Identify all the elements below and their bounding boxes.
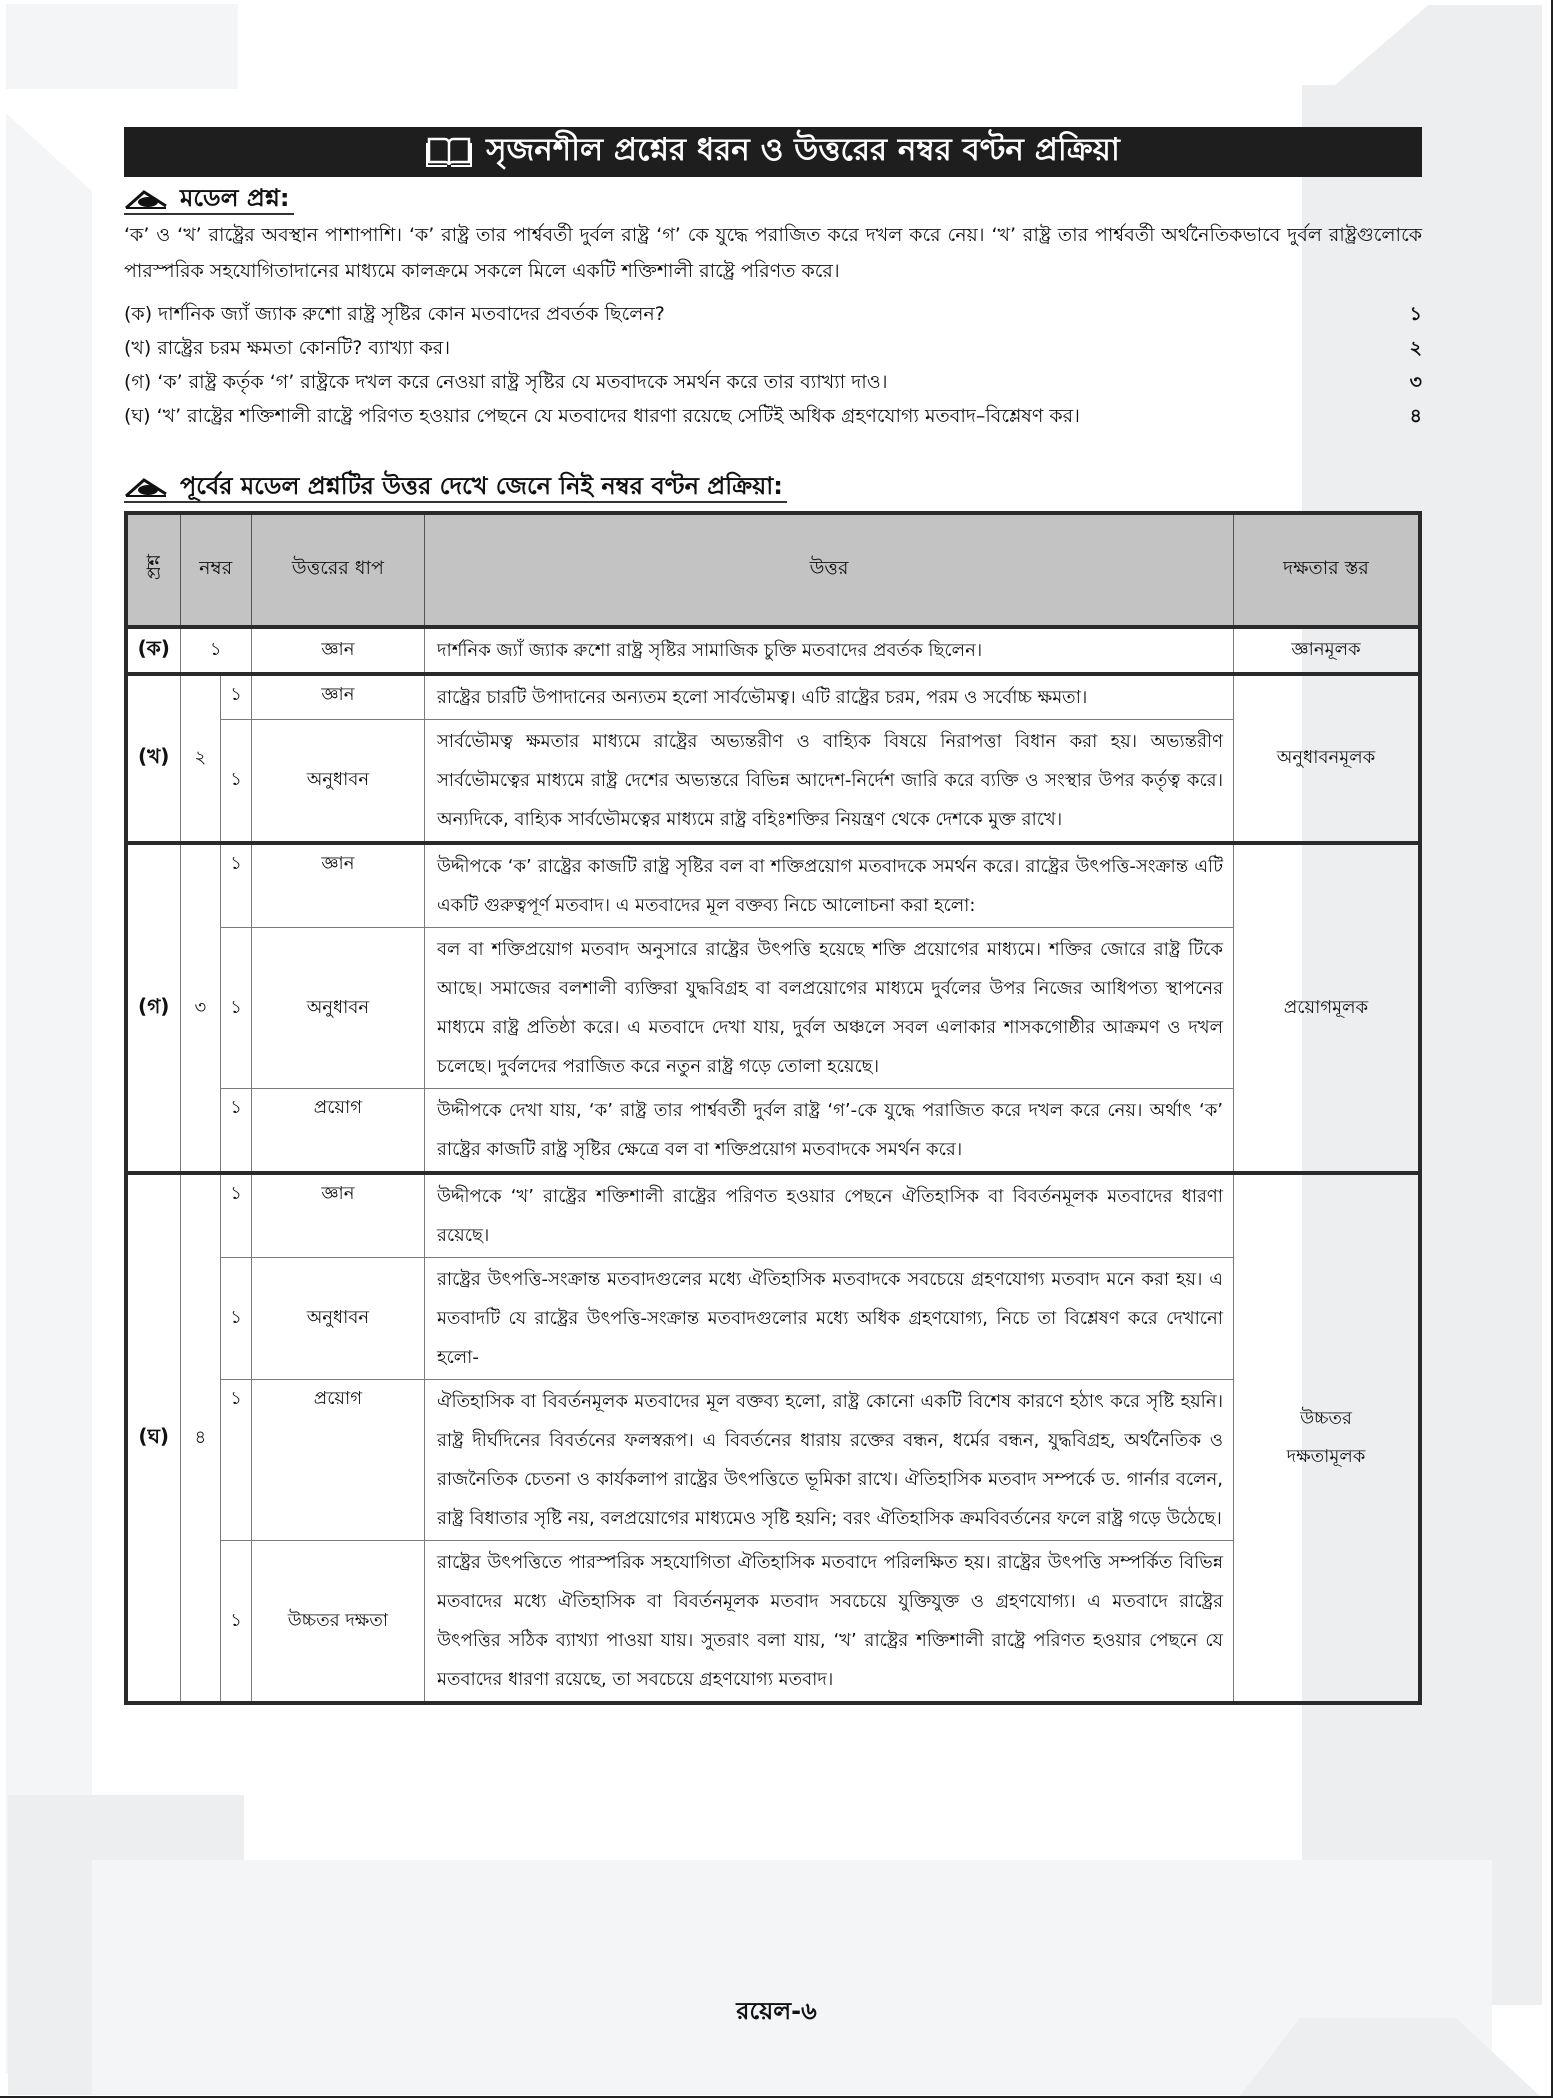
question-label: (ক) <box>126 627 180 674</box>
background-shape <box>6 4 238 89</box>
question-marks: ৩ <box>1409 371 1422 393</box>
question-item <box>124 399 1422 433</box>
pen-hand-icon <box>124 475 170 497</box>
total-marks: ৪ <box>180 1173 221 1703</box>
skill-level: অনুধাবনমূলক <box>1234 674 1420 843</box>
table-row <box>126 627 1420 674</box>
table-row <box>126 1541 1420 1704</box>
question-item <box>124 331 1422 365</box>
answer-text: রাষ্ট্রের উৎপত্তিতে পারস্পরিক সহযোগিতা ঐতিহাসিক মতবাদে পরিলক্ষিত হয়। রাষ্ট্রের উৎপত্তি সম্পর্কিত বিভিন্ন মতবাদের মধ্যে ঐতিহাসিক বা বিবর্তনমূলক মতবাদ সবচেয়ে যুক্তিযুক্ত ও গ্রহণযোগ্য। এ মতবাদে রাষ্ট্রের উৎপত্তির সঠিক ব্যাখ্যা পাওয়া যায়। সুতরাং বলা যায়, ‘খ’ রাষ্ট্রের শক্তিশালী রাষ্ট্রে পরিণত হওয়ার পেছনে যে মতবাদের ধারণা রয়েছে, তা সবচেয়ে গ্রহণযোগ্য মতবাদ। <box>425 1541 1234 1704</box>
page-title: সৃজনশীল প্রশ্নের ধরন ও উত্তরের নম্বর বণ্টন প্রক্রিয়া <box>486 132 1120 168</box>
answer-text: উদ্দীপকে ‘ক’ রাষ্ট্রের কাজটি রাষ্ট্র সৃষ্টির বল বা শক্তিপ্রয়োগ মতবাদকে সমর্থন করে। রাষ্ট্রের উৎপত্তি-সংক্রান্ত এটি একটি গুরুত্বপূর্ণ মতবাদ। এ মতবাদের মূল বক্তব্য নিচে আলোচনা করা হলো: <box>425 843 1234 928</box>
step-label: প্রয়োগ <box>251 1089 424 1174</box>
skill-level: প্রয়োগমূলক <box>1234 843 1420 1173</box>
table-row <box>126 928 1420 1089</box>
step-mark: ১ <box>221 1258 252 1380</box>
step-label: অনুধাবন <box>251 928 424 1089</box>
answer-text: রাষ্ট্রের চারটি উপাদানের অন্যতম হলো সার্বভৌমত্ব। এটি রাষ্ট্রের চরম, পরম ও সর্বোচ্চ ক্ষমতা। <box>425 674 1234 720</box>
step-label: অনুধাবন <box>251 1258 424 1380</box>
answer-section-title: পূর্বের মডেল প্রশ্নটির উত্তর দেখে জেনে নিই নম্বর বণ্টন প্রক্রিয়া: <box>180 472 783 500</box>
open-book-icon <box>426 136 472 168</box>
table-row <box>126 1089 1420 1174</box>
step-label: উচ্চতর দক্ষতা <box>251 1541 424 1704</box>
header-step: উত্তরের ধাপ <box>251 513 424 627</box>
step-mark: ১ <box>221 1541 252 1704</box>
header-skill: দক্ষতার স্তর <box>1234 513 1420 627</box>
skill-level: জ্ঞানমূলক <box>1234 627 1420 674</box>
skill-level: উচ্চতর দক্ষতামূলক <box>1234 1173 1420 1703</box>
question-label: (গ) <box>126 843 180 1173</box>
question-marks: ১ <box>1409 303 1422 325</box>
step-mark: ১ <box>221 928 252 1089</box>
table-row <box>126 843 1420 928</box>
question-label: (ঘ) <box>126 1173 180 1703</box>
step-mark: ১ <box>221 1173 252 1258</box>
model-question-heading <box>124 183 294 215</box>
page-footer: রয়েল-৬ <box>736 1997 817 2025</box>
page-content <box>124 127 1422 1705</box>
total-marks: ৩ <box>180 843 221 1173</box>
header-answer: উত্তর <box>425 513 1234 627</box>
total-marks: ১ <box>180 627 251 674</box>
page-title-bar <box>124 127 1422 177</box>
question-list <box>124 297 1422 433</box>
mark-distribution-table <box>124 511 1422 1705</box>
step-mark: ১ <box>221 843 252 928</box>
question-label: (খ) <box>126 674 180 843</box>
table-row <box>126 1258 1420 1380</box>
table-header-row <box>126 513 1420 627</box>
answer-text: সার্বভৌমত্ব ক্ষমতার মাধ্যমে রাষ্ট্রের অভ্যন্তরীণ ও বাহ্যিক বিষয়ে নিরাপত্তা বিধান করা হয়। অভ্যন্তরীণ সার্বভৌমত্বের মাধ্যমে রাষ্ট্র দেশের অভ্যন্তরে বিভিন্ন আদেশ-নির্দেশ জারি করে ব্যক্তি ও সংস্থার উপর কর্তৃত্ব করে। অন্যদিকে, বাহ্যিক সার্বভৌমত্বের মাধ্যমে রাষ্ট্র বহিঃশক্তির নিয়ন্ত্রণ থেকে দেশকে মুক্ত রাখে। <box>425 720 1234 844</box>
answer-text: উদ্দীপকে দেখা যায়, ‘ক’ রাষ্ট্র তার পার্শ্ববর্তী দুর্বল রাষ্ট্র ‘গ’-কে যুদ্ধে পরাজিত করে দখল করে নেয়। অর্থাৎ ‘ক’ রাষ্ট্রের কাজটি রাষ্ট্র সৃষ্টির ক্ষেত্রে বল বা শক্তিপ্রয়োগ মতবাদকে সমর্থন করে। <box>425 1089 1234 1174</box>
header-question: প্রশ্ন <box>126 513 180 627</box>
question-marks: ৪ <box>1409 405 1422 427</box>
step-label: জ্ঞান <box>251 1173 424 1258</box>
step-label: জ্ঞান <box>251 843 424 928</box>
question-text: (খ) রাষ্ট্রের চরম ক্ষমতা কোনটি? ব্যাখ্যা কর। <box>124 337 451 359</box>
step-mark: ১ <box>221 1380 252 1541</box>
question-text: (গ) ‘ক’ রাষ্ট্র কর্তৃক ‘গ’ রাষ্ট্রকে দখল করে নেওয়া রাষ্ট্র সৃষ্টির যে মতবাদকে সমর্থন করে তার ব্যাখ্যা দাও। <box>124 371 888 393</box>
table-row <box>126 674 1420 720</box>
step-label: জ্ঞান <box>251 627 424 674</box>
question-item <box>124 297 1422 331</box>
answer-text: রাষ্ট্রের উৎপত্তি-সংক্রান্ত মতবাদগুলের মধ্যে ঐতিহাসিক মতবাদকে সবচেয়ে গ্রহণযোগ্য মতবাদ মনে করা হয়। এ মতবাদটি যে রাষ্ট্রের উৎপত্তি-সংক্রান্ত মতবাদগুলোর মধ্যে অধিক গ্রহণযোগ্য, নিচে তা বিশ্লেষণ করে দেখানো হলো- <box>425 1258 1234 1380</box>
question-text: (ঘ) ‘খ’ রাষ্ট্রের শক্তিশালী রাষ্ট্রে পরিণত হওয়ার পেছনে যে মতবাদের ধারণা রয়েছে সেটিই অধিক গ্রহণযোগ্য মতবাদ–বিশ্লেষণ কর। <box>124 405 1080 427</box>
table-row <box>126 1380 1420 1541</box>
model-question-title: মডেল প্রশ্ন: <box>180 184 290 212</box>
question-item <box>124 365 1422 399</box>
step-mark: ১ <box>221 720 252 844</box>
answer-text: বল বা শক্তিপ্রয়োগ মতবাদ অনুসারে রাষ্ট্রের উৎপত্তি হয়েছে শক্তি প্রয়োগের মাধ্যমে। শক্তির জোরে রাষ্ট্র টিকে আছে। সমাজের বলশালী ব্যক্তিরা যুদ্ধবিগ্রহ বা বলপ্রয়োগের মাধ্যমে দুর্বলের উপর নিজের আধিপত্য স্থাপনের মাধ্যমে রাষ্ট্র প্রতিষ্ঠা করে। এ মতবাদে দেখা যায়, দুর্বল অঞ্চলে সবল এলাকার শাসকগোষ্ঠীর আক্রমণ ও দখল চলেছে। দুর্বলদের পরাজিত করে নতুন রাষ্ট্র গড়ে তোলা হয়েছে। <box>425 928 1234 1089</box>
answer-text: ঐতিহাসিক বা বিবর্তনমূলক মতবাদের মূল বক্তব্য হলো, রাষ্ট্র কোনো একটি বিশেষ কারণে হঠাৎ করে সৃষ্টি হয়নি। রাষ্ট্র দীর্ঘদিনের বিবর্তনের ফলস্বরূপ। এ বিবর্তনের ধারায় রক্তের বন্ধন, ধর্মের বন্ধন, যুদ্ধবিগ্রহ, অর্থনৈতিক ও রাজনৈতিক চেতনা ও কার্যকলাপ রাষ্ট্রের উৎপত্তিতে ভূমিকা রাখে। ঐতিহাসিক মতবাদ সম্পর্কে ড. গার্নার বলেন, রাষ্ট্র বিধাতার সৃষ্টি নয়, বলপ্রয়োগের মাধ্যমেও সৃষ্টি হয়নি; বরং ঐতিহাসিক ক্রমবিবর্তনের ফলে রাষ্ট্র গড়ে উঠেছে। <box>425 1380 1234 1541</box>
answer-text: উদ্দীপকে ‘খ’ রাষ্ট্রের শক্তিশালী রাষ্ট্রের পরিণত হওয়ার পেছনে ঐতিহাসিক বা বিবর্তনমূলক মতবাদের ধারণা রয়েছে। <box>425 1173 1234 1258</box>
question-stem: ‘ক’ ও ‘খ’ রাষ্ট্রের অবস্থান পাশাপাশি। ‘ক’ রাষ্ট্র তার পার্শ্ববর্তী দুর্বল রাষ্ট্র ‘গ’ কে যুদ্ধে পরাজিত করে দখল করে নেয়। ‘খ’ রাষ্ট্র তার পার্শ্ববর্তী অর্থনৈতিকভাবে দুর্বল রাষ্ট্রগুলোকে পারস্পরিক সহযোগিতাদানের মাধ্যমে কালক্রমে সকলে মিলে একটি শক্তিশালী রাষ্ট্রে পরিণত করে। <box>124 224 1422 282</box>
question-text: (ক) দার্শনিক জ্যাঁ জ্যাক রুশো রাষ্ট্র সৃষ্টির কোন মতবাদের প্রবর্তক ছিলেন? <box>124 303 665 325</box>
step-label: জ্ঞান <box>251 674 424 720</box>
table-row <box>126 720 1420 844</box>
table-row <box>126 1173 1420 1258</box>
answer-text: দার্শনিক জ্যাঁ জ্যাক রুশো রাষ্ট্র সৃষ্টির সামাজিক চুক্তি মতবাদের প্রবর্তক ছিলেন। <box>425 627 1234 674</box>
step-mark: ১ <box>221 674 252 720</box>
total-marks: ২ <box>180 674 221 843</box>
background-shape <box>1452 5 1542 2005</box>
answer-section-heading <box>124 471 787 503</box>
question-marks: ২ <box>1409 337 1422 359</box>
background-shape <box>6 113 92 2073</box>
pen-hand-icon <box>124 187 170 209</box>
step-mark: ১ <box>221 1089 252 1174</box>
header-marks: নম্বর <box>180 513 251 627</box>
step-label: অনুধাবন <box>251 720 424 844</box>
step-label: প্রয়োগ <box>251 1380 424 1541</box>
